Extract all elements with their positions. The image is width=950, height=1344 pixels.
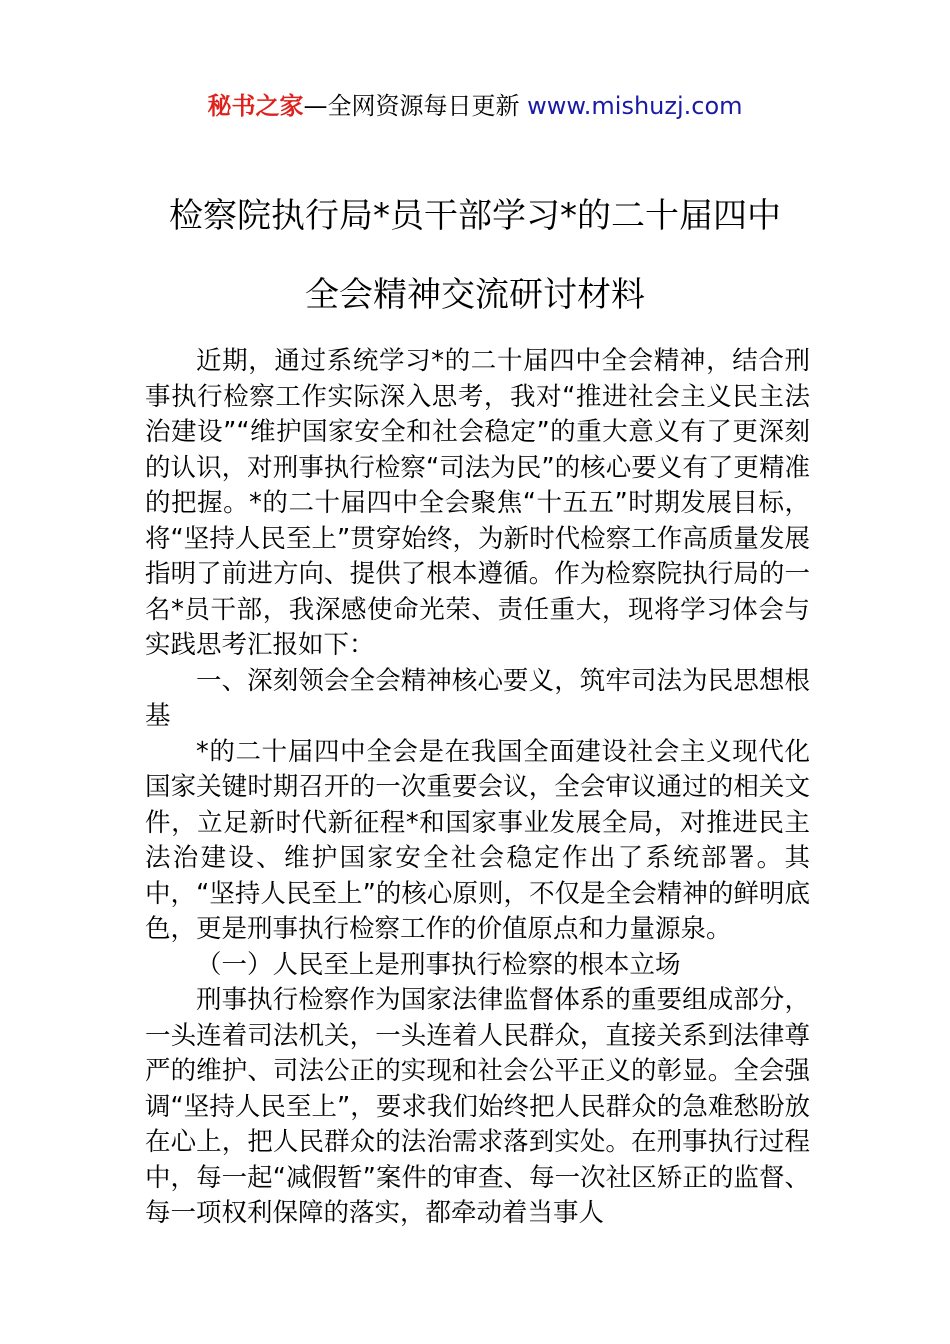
body-paragraph: 刑事执行检察作为国家法律监督体系的重要组成部分，一头连着司法机关，一头连着人民群众，直接关系到法律尊严的维护、司法公正的实现和社会公平正义的彰显。全会强调“坚持人民至上”，要求我们始终把人民群众的急难愁盼放在心上，把人民群众的法治需求落到实处。在刑事执行过程中，每一起“减假暂”案件的审查、每一次社区矫正的监督、每一项权利保障的落实，都牵动着当事人: [145, 985, 810, 1228]
document-title: [0, 188, 950, 346]
title-line-2: 全会精神交流研讨材料: [305, 275, 645, 315]
body-paragraph: *的二十届四中全会是在我国全面建设社会主义现代化国家关键时期召开的一次重要会议，全会审议通过的相关文件，立足新时代新征程*和国家事业发展全局，对推进民主法治建设、维护国家安全社会稳定作出了系统部署。其中，“坚持人民至上”的核心原则，不仅是全会精神的鲜明底色，更是刑事执行检察工作的价值原点和力量源泉。: [145, 736, 810, 944]
site-tagline: —全网资源每日更新: [303, 92, 520, 120]
site-header: [0, 90, 950, 122]
document-body: [145, 344, 810, 1232]
title-line-1: 检察院执行局*员干部学习*的二十届四中: [169, 196, 781, 236]
intro-paragraph: 近期，通过系统学习*的二十届四中全会精神，结合刑事执行检察工作实际深入思考，我对“推进社会主义民主法治建设”“维护国家安全和社会稳定”的重大意义有了更深刻的认识，对刑事执行检察“司法为民”的核心要义有了更精准的把握。*的二十届四中全会聚焦“十五五”时期发展目标，将“坚持人民至上”贯穿始终，为新时代检察工作高质量发展指明了前进方向、提供了根本遵循。作为检察院执行局的一名*员干部，我深感使命光荣、责任重大，现将学习体会与实践思考汇报如下：: [145, 346, 810, 660]
subsection-heading-1: （一）人民至上是刑事执行检察的根本立场: [196, 949, 681, 980]
section-heading-1: 一、深刻领会全会精神核心要义，筑牢司法为民思想根基: [145, 665, 810, 731]
site-brand: 秘书之家: [207, 92, 304, 120]
site-url-link[interactable]: www.mishuzj.com: [527, 92, 743, 120]
